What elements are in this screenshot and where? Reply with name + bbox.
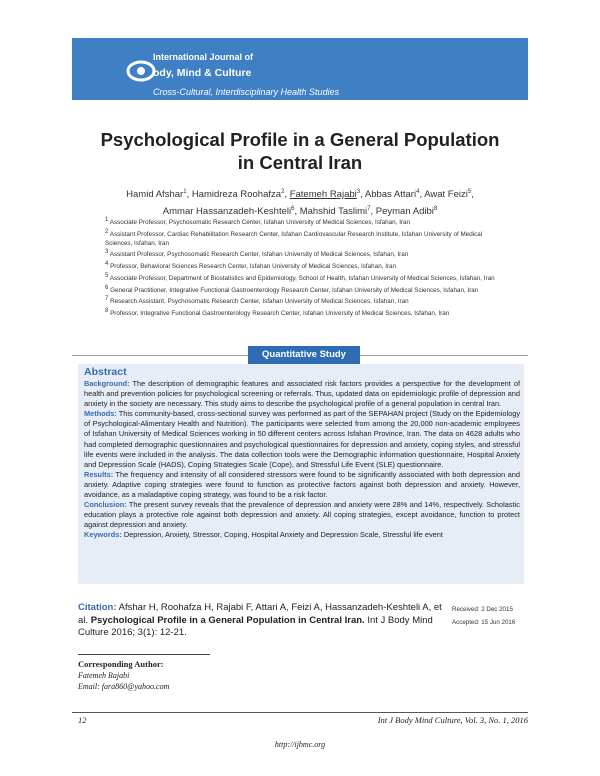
affiliation-item: $^2$ Assistant Professor, Cardiac Rehabilitation Research Center, Isfahan Cardiovascular Research Institute, Isfahan University of Medical Sciences, Isfahan, Iran: [105, 228, 483, 247]
citation: [78, 602, 448, 640]
author-corresponding: Fatemeh Rajabi: [289, 189, 357, 201]
journal-name-line1: International Journal of: [153, 52, 254, 62]
page-number: 12: [78, 715, 87, 725]
journal-name-line2: ody, Mind & Culture: [153, 67, 252, 79]
results-label: Results:: [84, 469, 114, 479]
background-label: Background:: [84, 379, 130, 388]
corresponding-author-email[interactable]: Email: fara860@yahoo.com: [78, 682, 170, 691]
background-text: The description of demographic features and associated risk factors provides a perspective for the development of health and prevention policies for psychological screening or referrals. Thus, updated data on epidemiologic profile of depression and anxiety in the society are necessary. This study aims to describe the psychological profile of a general population in central Iran.: [84, 379, 521, 409]
running-footer: Int J Body Mind Culture, Vol. 3, No. 1, 2016: [377, 715, 528, 725]
footnote-divider: [78, 654, 210, 655]
conclusion-text: The present survey reveals that the prevalence of depression and anxiety were 28% and 14%, respectively. Scholastic education plays a protective role against both depression and anxiety. All coping strategies, except avoidance, function to protect against depression and anxiety.: [84, 500, 520, 530]
author: Mahshid Taslimi: [299, 206, 368, 218]
affiliation-list: [105, 216, 500, 319]
article-title-line1: Psychological Profile in a General Population: [100, 129, 500, 150]
affiliation-item: $^4$ Professor, Behavioral Sciences Research Center, Isfahan University of Medical Sciences, Isfahan, Iran: [105, 261, 397, 271]
author: Awat Feizi: [424, 189, 468, 201]
keywords-label: Keywords:: [84, 530, 122, 540]
accepted-date: Accepted: 15 Jun 2016: [452, 618, 516, 626]
citation-authors: Afshar H, Roohafza H, Rajabi F, Attari A, Feizi A, Hassanzadeh-Keshteli A, et al.: [78, 602, 442, 626]
affiliation-item: $^3$ Assistant Professor, Psychosomatic Research Center, Isfahan University of Medical Sciences, Isfahan, Iran: [105, 249, 409, 259]
affiliation-item: $^5$ Associate Professor, Department of Biostatistics and Epidemiology, School of Health, Isfahan University of Medical Sciences, Isfahan, Iran: [105, 272, 495, 282]
affiliation-item: $^8$ Professor, Integrative Functional Gastroenterology Research Center, Isfahan University of Medical Sciences, Isfahan, Iran: [105, 308, 450, 318]
author-list: Hamid Afshar$^1$, Hamidreza Roohafza$^2$, Fatemeh Rajabi$^3$, Abbas Attari$^4$, Awat Feizi$^5$, Ammar Hassanzadeh-Keshteli$^6$, Mahshid Taslimi$^7$, Peyman Adibi$^8$: [126, 189, 474, 218]
abstract-body: [84, 379, 520, 541]
keywords-text: Depression, Anxiety, Stressor, Coping, Hospital Anxiety and Depression Scale, Stressful life event: [123, 530, 443, 540]
citation-title: Psychological Profile in a General Population in Central Iran.: [90, 614, 365, 626]
abstract-heading: Abstract: [84, 366, 127, 378]
affiliation-item: $^6$ General Practitioner, Integrative Functional Gastroenterology Research Center, Isfahan University of Medical Sciences, Isfahan, Iran: [105, 284, 479, 294]
journal-subtitle: Cross-Cultural, Interdisciplinary Health Studies: [153, 87, 340, 97]
citation-ref: Int J Body Mind Culture 2016; 3(1): 12-21.: [78, 614, 433, 639]
article-title: [60, 128, 540, 174]
methods-text: This community-based, cross-sectional survey was performed as part of the SEPAHAN project (Study on the Epidemiology of Psychological-Alimentary Health and Nutrition). The participants were selected from among the 20,000 non-academic employees of Isfahan University of Medical Sciences working in 50 different centers across Isfahan Province, Iran. The data on 4628 adults who had completed demographic questionnaires and psychological questionnaires for depression and anxiety, coping styles, and stressful life events were included in the analysis. The data collection tools were the Demographic information questionnaire, Hospital Anxiety and Depression Scale (HADS), Coping Strategies Scale (Cope), and Stressful Life Event (SLE) questionnaire.: [84, 409, 521, 469]
author: Ammar Hassanzadeh-Keshteli: [162, 206, 292, 218]
article-dates: [452, 604, 542, 629]
methods-label: Methods:: [84, 409, 117, 419]
study-type-badge: Quantitative Study: [248, 346, 360, 364]
author: Hamidreza Roohafza: [191, 189, 282, 201]
corresponding-author-name: Fatemeh Rajabi: [78, 671, 130, 680]
corresponding-author-label: Corresponding Author:: [78, 659, 164, 669]
results-text: The frequency and intensity of all considered stressors were found to be significantly associated with both depression and anxiety. Adaptive coping strategies were found to function as protective factors against both depression and anxiety. However, avoidance, as a maladaptive coping strategy, was found to be a risk factor.: [84, 469, 520, 500]
author: Peyman Adibi: [375, 206, 434, 218]
footer-divider: [72, 712, 528, 713]
article-title-line2: in Central Iran: [237, 152, 363, 173]
conclusion-label: Conclusion:: [84, 500, 127, 510]
journal-url-link[interactable]: http://ijbmc.org: [274, 740, 326, 749]
affiliation-item: $^1$ Associate Professor, Psychosomatic Research Center, Isfahan University of Medical Sciences, Isfahan, Iran: [105, 217, 411, 227]
journal-logo-icon: [126, 56, 156, 86]
received-date: Received: 2 Dec 2015: [452, 606, 513, 613]
affiliation-item: $^7$ Research Assistant, Psychosomatic Research Center, Isfahan University of Medical Sciences, Isfahan, Iran: [105, 296, 409, 306]
author: Abbas Attari: [364, 189, 417, 201]
author: Hamid Afshar: [126, 189, 184, 201]
citation-label: Citation:: [78, 602, 117, 613]
